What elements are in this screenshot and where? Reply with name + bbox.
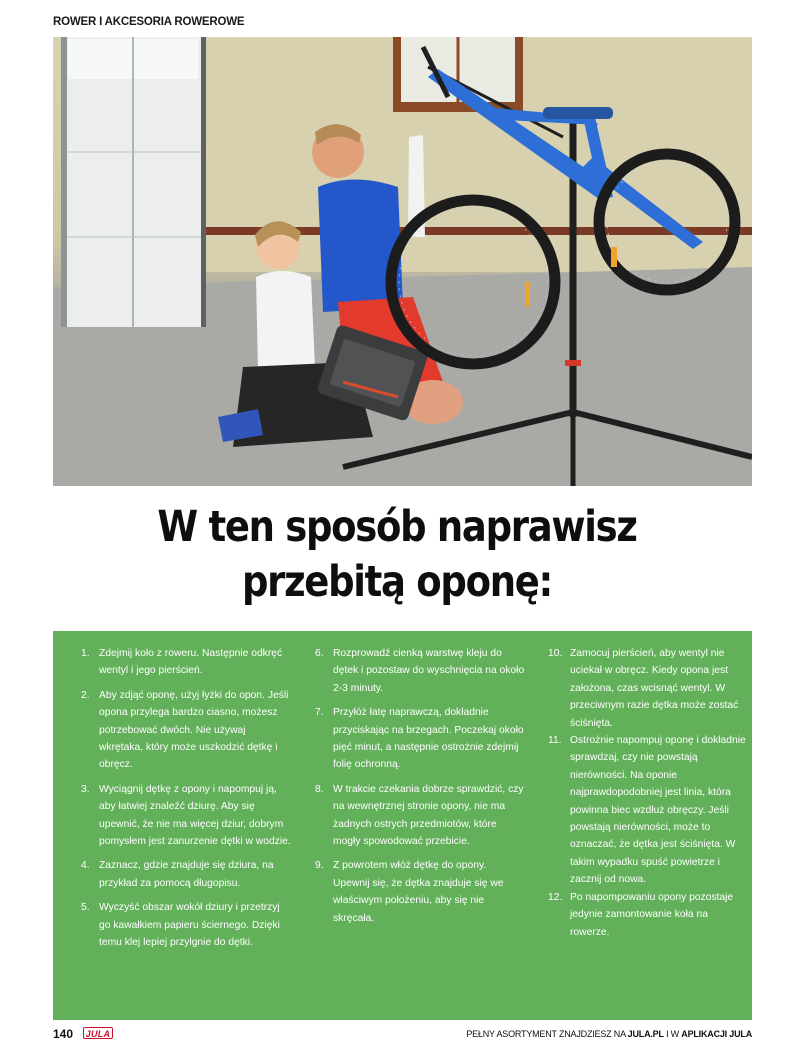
jula-logo: JULA: [83, 1027, 113, 1039]
step-item: [315, 781, 525, 851]
step-number: 5.: [81, 902, 90, 914]
step-number: 10.: [548, 648, 563, 659]
step-item: [81, 857, 291, 892]
step-text: Zaznacz, gdzie znajduje się dziura, na przykład za pomocą długopisu.: [99, 860, 274, 889]
bike-repair-illustration: [53, 37, 752, 486]
step-item: [315, 645, 525, 697]
step-number: 6.: [315, 648, 324, 659]
step-item: [81, 781, 291, 851]
step-text: W trakcie czekania dobrze sprawdzić, czy na wewnętrznej stronie opony, nie ma żadnych ostrych przedmiotów, które mogły spowodować przebicie.: [333, 783, 524, 848]
tagline-app: APLIKACJI JULA: [681, 1029, 752, 1039]
step-text: Po napompowaniu opony pozostaje jedynie zamontowanie koła na rowerze.: [570, 891, 734, 938]
step-number: 4.: [81, 860, 90, 872]
step-text: Aby zdjąć oponę, użyj łyżki do opon. Jeśli opona przylega bardzo ciasno, możesz potrzebować dwóch. Nie używaj wkrętaka, który może uszkodzić dętkę i obręcz.: [99, 689, 289, 771]
step-item: [548, 732, 748, 889]
step-number: 8.: [315, 783, 324, 795]
step-number: 12.: [548, 891, 563, 903]
step-number: 11.: [548, 735, 562, 747]
hero-photo: [53, 37, 752, 486]
step-text: Zamocuj pierścień, aby wentyl nie uciekał w obręcz. Kiedy opona jest założona, czas wcisnąć wentyl. W przeciwnym razie dętka może zostać ściśnięta.: [570, 648, 739, 729]
step-item: [315, 704, 525, 774]
tagline-prefix: PEŁNY ASORTYMENT ZNAJDZIESZ NA: [466, 1029, 628, 1039]
page-headline: [56, 500, 739, 610]
step-item: [315, 857, 525, 927]
instructions-column-3: [548, 645, 748, 941]
section-label: ROWER I AKCESORIA ROWEROWE: [53, 16, 245, 28]
step-text: Przyłóż łatę naprawczą, dokładnie przyciskając na brzegach. Poczekaj około pięć minut, a następnie ostrożnie zdejmij folię ochronną.: [333, 707, 524, 771]
headline-line-1: W ten sposób naprawisz: [157, 502, 637, 552]
tagline-site-link[interactable]: JULA.PL: [627, 1029, 664, 1039]
step-text: Wyczyść obszar wokół dziury i przetrzyj go kawałkiem papieru ściernego. Dzięki temu klej lepiej przylgnie do dętki.: [99, 902, 280, 949]
step-number: 2.: [81, 689, 90, 701]
step-item: [548, 889, 748, 941]
step-text: Zdejmij koło z roweru. Następnie odkręć wentyl i jego pierścień.: [99, 648, 283, 677]
step-text: Z powrotem włóż dętkę do opony. Upewnij się, że dętka znajduje się we właściwym położeniu, aby się nie skręcała.: [333, 860, 504, 924]
step-number: 7.: [315, 707, 324, 719]
step-item: [81, 645, 291, 680]
footer-tagline: [466, 1029, 752, 1039]
step-text: Ostrożnie napompuj oponę i dokładnie sprawdzaj, czy nie powstają nierówności. Na oponie najprawdopodobniej jest linia, która powinna biec wzdłuż obręczy. Jeśli powstają nierówności, może to oznaczać, że dętka jest ściśnięta. W takim wypadku spuść powietrze i zacznij od nowa.: [570, 735, 746, 886]
step-number: 3.: [81, 783, 90, 795]
step-item: [81, 687, 291, 774]
tagline-mid: I W: [663, 1029, 682, 1039]
instructions-box: [53, 631, 752, 1020]
step-item: [81, 899, 291, 951]
step-number: 1.: [81, 648, 90, 659]
step-text: Wyciągnij dętkę z opony i napompuj ją, aby łatwiej znaleźć dziurę. Aby się upewnić, że nie ma więcej dziur, dobrym pomysłem jest zanurzenie dętki w wodzie.: [99, 783, 291, 848]
instructions-column-1: [81, 645, 291, 959]
step-text: Rozprowadź cienką warstwę kleju do dętek i pozostaw do wyschnięcia na około 2-3 minuty.: [333, 648, 525, 694]
page-number: 140: [53, 1027, 74, 1041]
step-item: [548, 645, 748, 732]
instructions-column-2: [315, 645, 525, 934]
headline-line-2: przebitą oponę:: [241, 557, 553, 607]
step-number: 9.: [315, 860, 324, 872]
